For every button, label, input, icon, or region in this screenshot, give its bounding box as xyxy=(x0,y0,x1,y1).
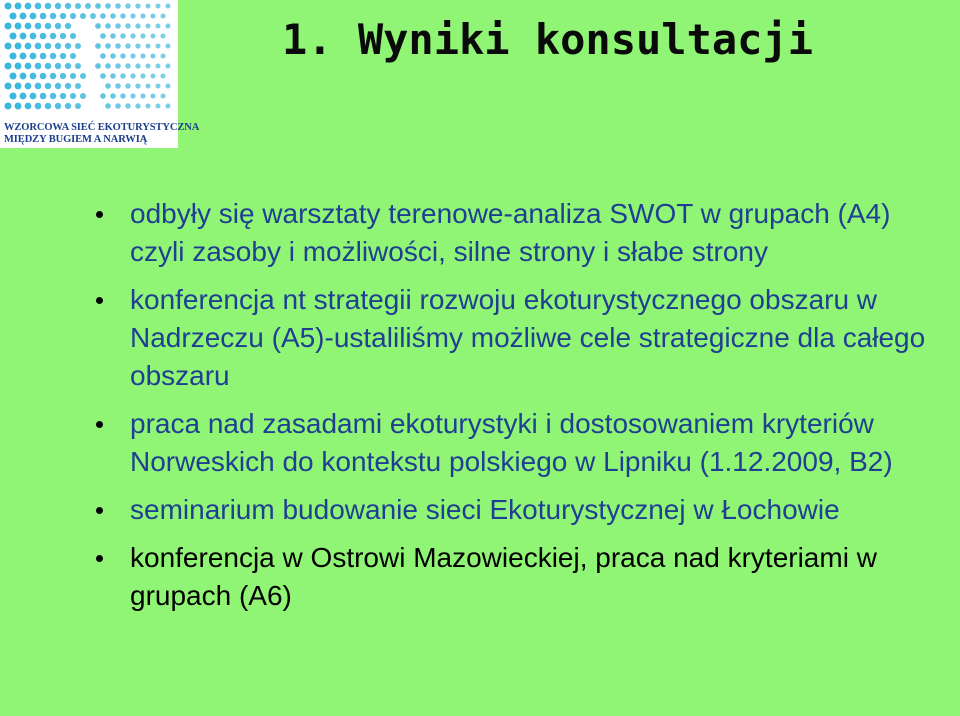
logo-dot xyxy=(65,43,71,49)
logo-dot xyxy=(4,22,11,29)
logo-dot xyxy=(9,32,16,39)
logo-dot xyxy=(130,73,135,78)
logo-dot xyxy=(155,43,160,48)
logo-dot xyxy=(150,93,155,98)
logo-dot xyxy=(90,13,96,19)
logo-dot xyxy=(135,3,140,8)
logo-dot xyxy=(65,103,71,109)
logo-dot xyxy=(50,53,56,59)
logo-dot xyxy=(95,23,101,29)
logo-dot xyxy=(105,43,111,49)
logo-dot xyxy=(150,13,155,18)
logo-dot xyxy=(65,83,71,89)
logo-dot xyxy=(70,73,76,79)
logo-dot xyxy=(130,93,135,98)
logo-dot xyxy=(130,33,135,38)
logo-dot xyxy=(115,3,121,9)
logo-dot xyxy=(75,103,81,109)
logo-dot xyxy=(145,83,150,88)
logo-dot xyxy=(40,93,47,100)
bullet-item: konferencja nt strategii rozwoju ekoturystycznego obszaru w Nadrzeczu (A5)-ustaliliśmy możliwe cele strategiczne dla całego obszaru xyxy=(130,281,930,395)
logo-dot xyxy=(20,13,27,20)
logo-dot xyxy=(20,73,27,80)
bullet-item: seminarium budowanie sieci Ekoturystycznej w Łochowie xyxy=(130,491,930,529)
logo-dot xyxy=(105,23,111,29)
logo-dot xyxy=(15,23,22,30)
logo-dot xyxy=(135,43,140,48)
logo-dot xyxy=(45,83,52,90)
logo-dot xyxy=(4,62,11,69)
logo-dot xyxy=(65,63,71,69)
logo-dot xyxy=(35,83,42,90)
logo-dot xyxy=(105,63,111,69)
logo-dot xyxy=(115,43,121,49)
logo-dot xyxy=(4,42,11,49)
logo-dot xyxy=(50,33,56,39)
logo-dot xyxy=(20,53,27,60)
logo-dot xyxy=(30,33,37,40)
logo-dot xyxy=(45,23,52,30)
logo-dot xyxy=(45,3,52,10)
logo-dot xyxy=(160,53,165,58)
logo-dot xyxy=(70,13,76,19)
logo-dot xyxy=(140,33,145,38)
logo-dot xyxy=(40,73,47,80)
logo-dot xyxy=(25,43,32,50)
logo-dot xyxy=(35,43,42,50)
logo-dot xyxy=(15,103,22,110)
logo-dot xyxy=(100,33,106,39)
bullet-item: praca nad zasadami ekoturystyki i dostosowaniem kryteriów Norweskich do kontekstu polskiego w Lipniku (1.12.2009, B2) xyxy=(130,405,930,481)
logo-dot xyxy=(115,23,121,29)
logo-dot xyxy=(15,63,22,70)
logo-dot xyxy=(125,83,130,88)
logo-dot xyxy=(4,82,11,89)
logo-dot xyxy=(140,13,145,18)
logo-dot xyxy=(35,23,42,30)
logo-dot xyxy=(115,63,121,69)
logo xyxy=(0,0,200,148)
logo-dot xyxy=(160,73,165,78)
logo-dot xyxy=(165,103,170,108)
logo-dot xyxy=(75,3,81,9)
logo-dot xyxy=(155,63,160,68)
logo-dot xyxy=(9,92,16,99)
logo-dot xyxy=(25,3,32,10)
logo-dot xyxy=(75,63,81,69)
logo-dot xyxy=(55,103,61,109)
logo-dot xyxy=(35,3,42,10)
logo-dot xyxy=(105,3,111,9)
logo-dot xyxy=(15,3,22,10)
logo-dot xyxy=(30,13,37,20)
logo-dot xyxy=(60,93,66,99)
logo-dot xyxy=(145,63,150,68)
logo-dot xyxy=(150,73,155,78)
logo-dot xyxy=(155,3,160,8)
logo-dot xyxy=(125,3,130,8)
logo-dot xyxy=(135,83,140,88)
logo-dot xyxy=(45,63,52,70)
logo-dot xyxy=(20,33,27,40)
logo-dot xyxy=(125,63,130,68)
logo-dot xyxy=(125,43,130,48)
logo-dot xyxy=(110,33,116,39)
logo-caption-line1: WZORCOWA SIEĆ EKOTURYSTYCZNA xyxy=(4,122,200,133)
logo-dot xyxy=(9,72,16,79)
logo-dot xyxy=(4,102,11,109)
logo-dot xyxy=(60,13,66,19)
logo-dot xyxy=(165,83,170,88)
logo-dot xyxy=(80,73,86,79)
logo-dot xyxy=(60,73,66,79)
dot-wave-logo-icon xyxy=(0,0,178,120)
logo-dot xyxy=(30,73,37,80)
logo-dot xyxy=(145,3,150,8)
logo-dot xyxy=(80,13,86,19)
logo-dot xyxy=(145,23,150,28)
logo-dot xyxy=(135,63,140,68)
logo-dot xyxy=(40,13,47,20)
logo-dot xyxy=(100,73,106,79)
logo-dot xyxy=(120,13,125,18)
logo-dot xyxy=(105,103,111,109)
logo-dot xyxy=(80,93,86,99)
logo-dot xyxy=(40,33,47,40)
logo-dot xyxy=(15,43,22,50)
logo-dot xyxy=(110,93,116,99)
logo-dot xyxy=(165,43,170,48)
logo-dot xyxy=(110,13,116,19)
logo-dot xyxy=(55,43,61,49)
logo-dot xyxy=(65,23,71,29)
bullet-item: odbyły się warsztaty terenowe-analiza SWOT w grupach (A4) czyli zasoby i możliwości, silne strony i słabe strony xyxy=(130,195,930,271)
logo-dot xyxy=(120,33,125,38)
logo-caption xyxy=(4,122,200,146)
logo-dot xyxy=(70,53,76,59)
slide-title: 1. Wyniki konsultacji xyxy=(282,15,814,64)
logo-dot xyxy=(20,93,27,100)
logo-dot xyxy=(15,83,22,90)
logo-dot xyxy=(115,103,121,109)
logo-dot xyxy=(9,52,16,59)
logo-dot xyxy=(30,93,37,100)
logo-dot xyxy=(25,83,32,90)
logo-dot xyxy=(150,53,155,58)
logo-dot xyxy=(95,43,101,49)
logo-dot xyxy=(115,83,121,89)
logo-dot xyxy=(50,73,56,79)
logo-dot xyxy=(140,73,145,78)
logo-dot xyxy=(140,53,145,58)
logo-dot xyxy=(140,93,145,98)
logo-dot xyxy=(130,53,135,58)
logo-dot xyxy=(125,103,130,108)
logo-dot xyxy=(95,63,101,69)
logo-dot xyxy=(155,23,160,28)
bullet-list xyxy=(130,195,930,625)
logo-dot xyxy=(40,53,47,60)
logo-dot xyxy=(65,3,71,9)
logo-dot xyxy=(145,103,150,108)
logo-dot xyxy=(45,103,52,110)
logo-dot xyxy=(160,93,165,98)
logo-dot xyxy=(60,53,66,59)
logo-dot xyxy=(120,93,125,98)
logo-dot xyxy=(165,63,170,68)
logo-dot xyxy=(50,13,56,19)
logo-dot xyxy=(100,93,106,99)
logo-dot xyxy=(105,83,111,89)
logo-dot xyxy=(100,13,106,19)
bullet-item: konferencja w Ostrowi Mazowieckiej, praca nad kryteriami w grupach (A6) xyxy=(130,539,930,615)
logo-dot xyxy=(85,3,91,9)
logo-dot xyxy=(120,53,125,58)
logo-dot xyxy=(55,23,61,29)
logo-dot xyxy=(70,93,76,99)
logo-dot xyxy=(75,83,81,89)
logo-dot xyxy=(55,83,61,89)
logo-dot xyxy=(165,3,170,8)
logo-dot xyxy=(60,33,66,39)
logo-dot xyxy=(25,23,32,30)
logo-dot xyxy=(95,3,101,9)
logo-dot xyxy=(75,43,81,49)
logo-dot xyxy=(4,2,11,9)
logo-dot xyxy=(155,83,160,88)
logo-dot xyxy=(35,63,42,70)
logo-dot xyxy=(25,103,32,110)
logo-dot xyxy=(30,53,37,60)
logo-dot xyxy=(165,23,170,28)
logo-dot xyxy=(50,93,56,99)
logo-dot xyxy=(9,12,16,19)
logo-dot xyxy=(155,103,160,108)
logo-dot xyxy=(70,33,76,39)
logo-dot xyxy=(160,33,165,38)
logo-dot xyxy=(125,23,130,28)
logo-dot xyxy=(45,43,52,50)
logo-dot xyxy=(55,3,61,9)
logo-dot xyxy=(145,43,150,48)
logo-dot xyxy=(110,73,116,79)
logo-dot xyxy=(120,73,125,78)
logo-dot xyxy=(25,63,32,70)
logo-dot xyxy=(55,63,61,69)
logo-dot xyxy=(150,33,155,38)
logo-dot xyxy=(100,53,106,59)
logo-caption-line2: MIĘDZY BUGIEM A NARWIĄ xyxy=(4,134,148,145)
logo-dot xyxy=(160,13,165,18)
logo-dot xyxy=(110,53,116,59)
logo-dot xyxy=(130,13,135,18)
logo-dot xyxy=(35,103,42,110)
logo-dot xyxy=(135,103,140,108)
logo-dot xyxy=(135,23,140,28)
